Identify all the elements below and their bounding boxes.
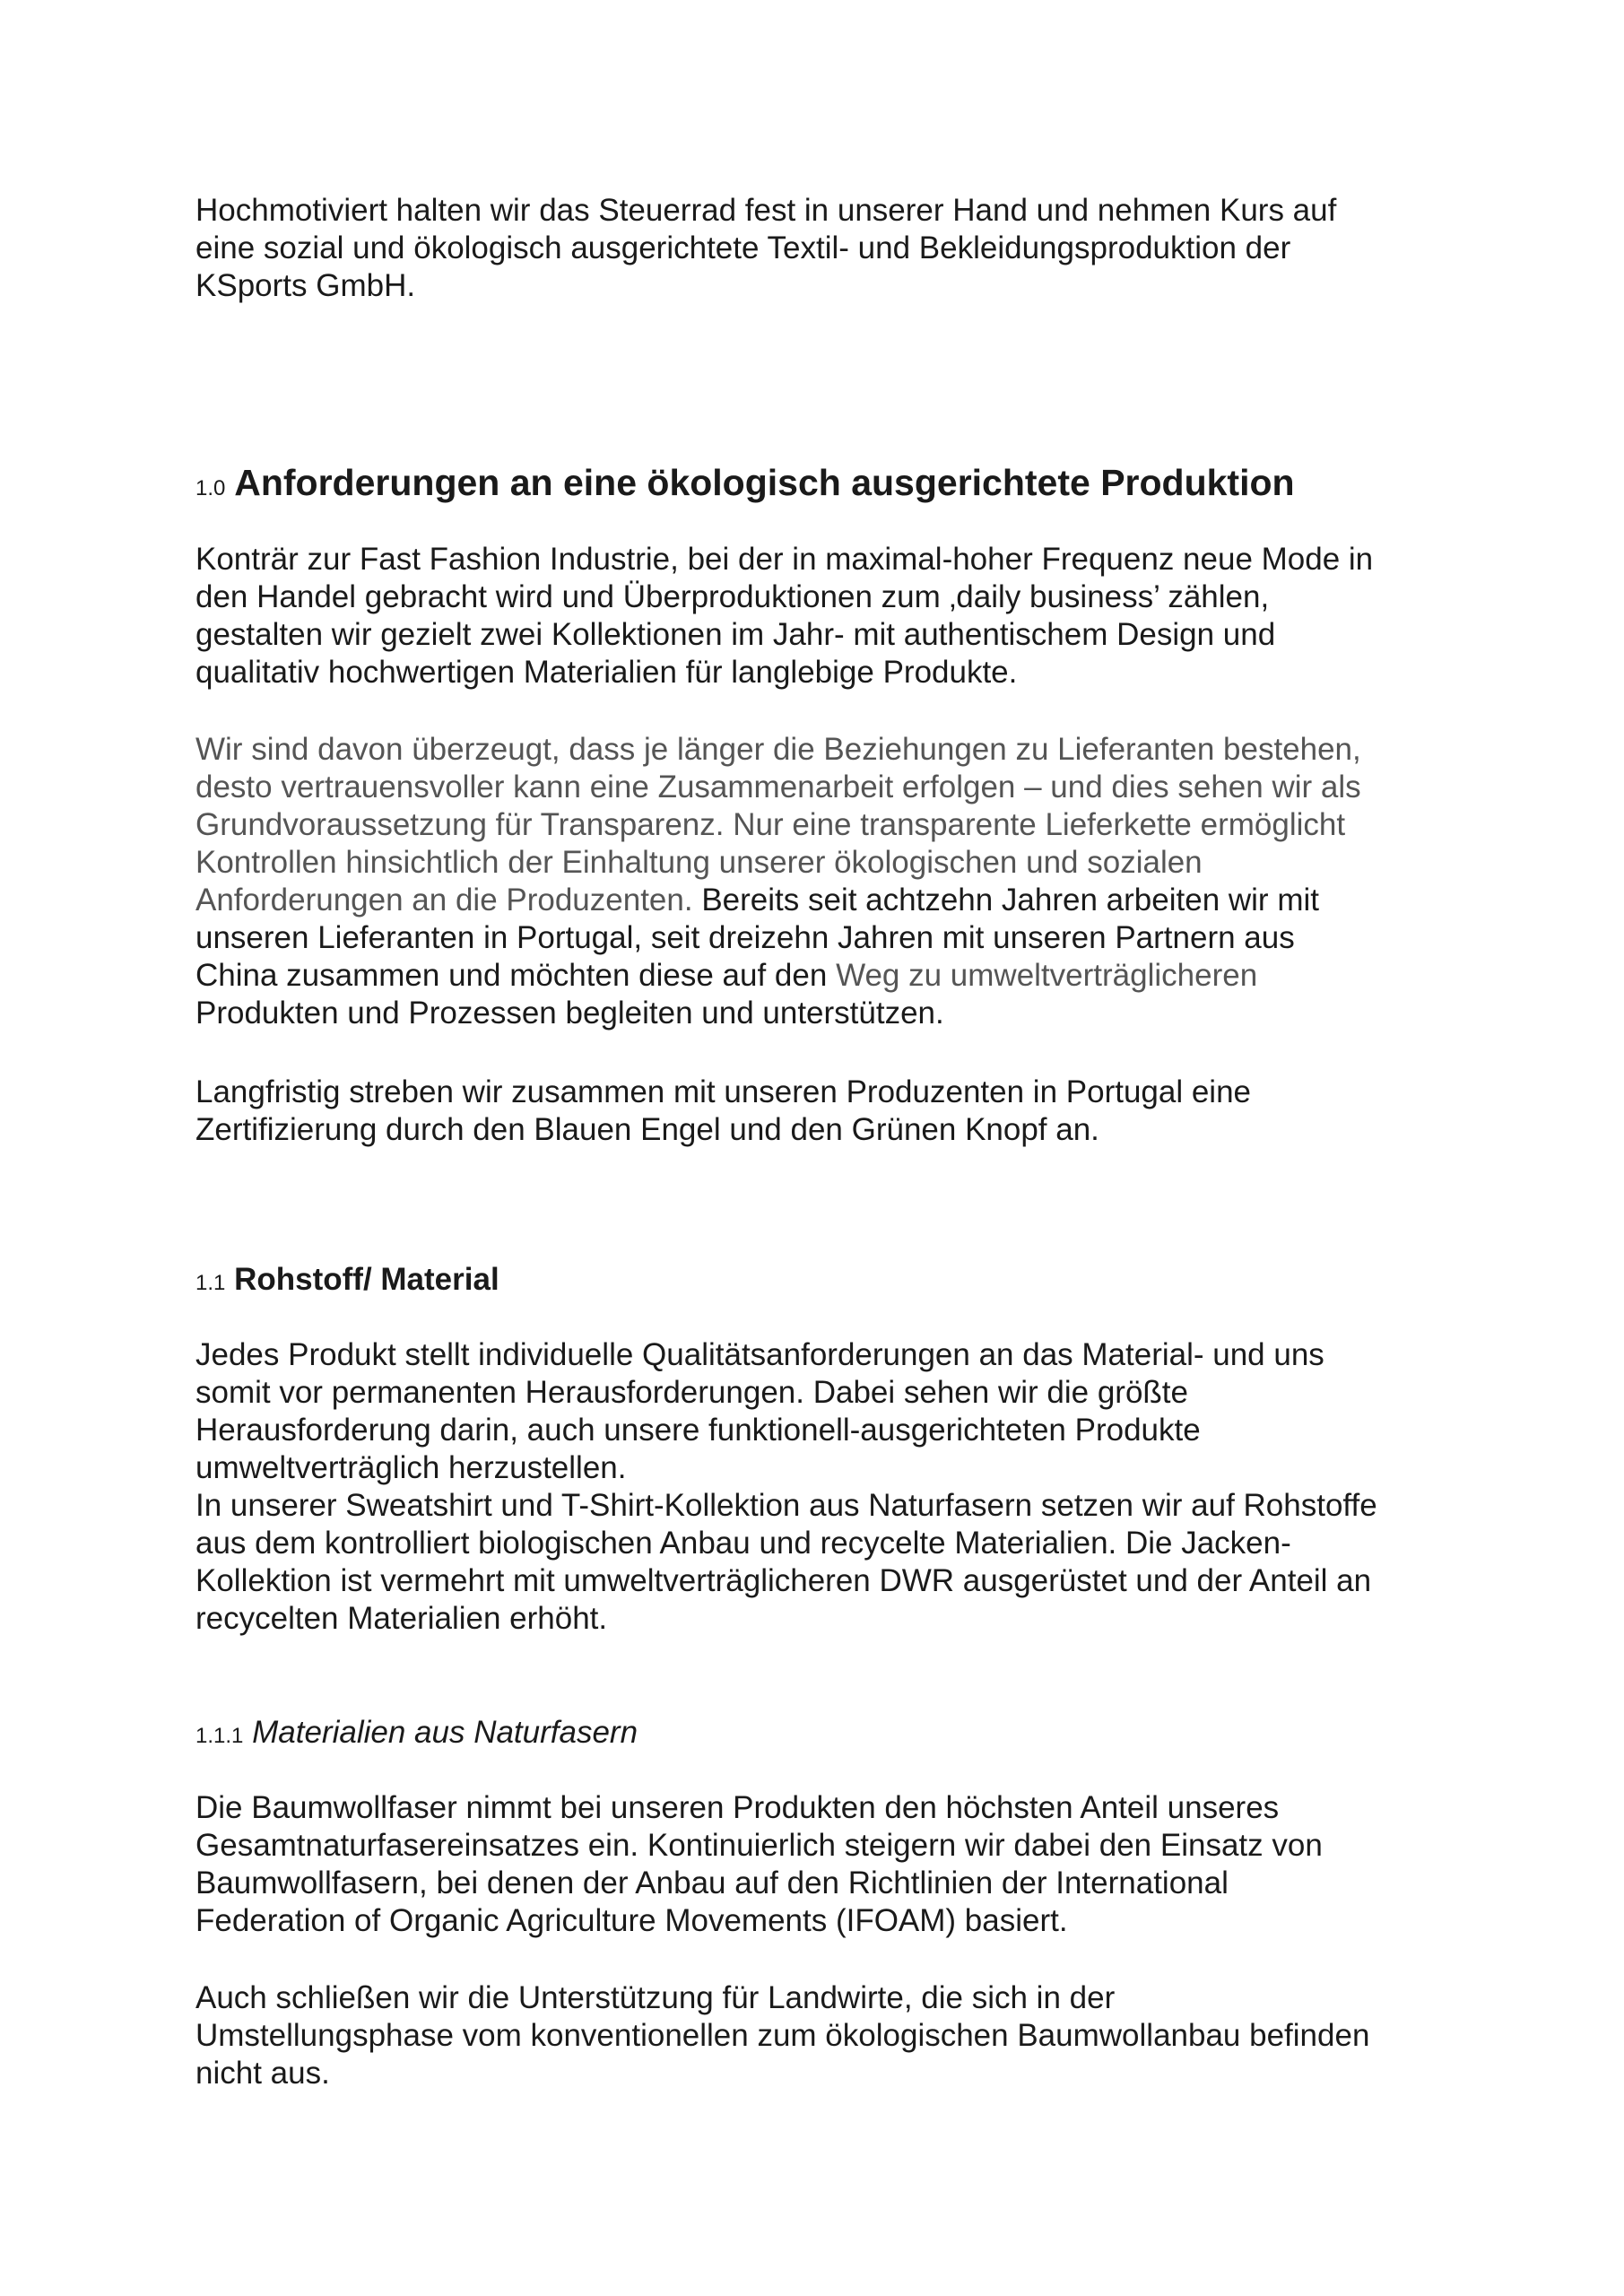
text-line: Auch schließen wir die Unterstützung für Landwirte, die sich in der bbox=[195, 1980, 1116, 2015]
text-line: Zertifizierung durch den Blauen Engel und den Grünen Knopf an. bbox=[195, 1112, 1099, 1147]
section-number: 1.1.1 bbox=[195, 1724, 244, 1748]
text-segment-gray: Weg zu umweltverträglicheren bbox=[836, 958, 1258, 993]
text-line: somit vor permanenten Herausforderungen. Dabei sehen wir die größte bbox=[195, 1375, 1188, 1410]
section-title: Rohstoff/ Material bbox=[234, 1262, 499, 1297]
section-heading-1-0 bbox=[195, 460, 1469, 511]
text-line: Jedes Produkt stellt individuelle Qualitätsanforderungen an das Material- und uns bbox=[195, 1337, 1324, 1372]
text-line: eine sozial und ökologisch ausgerichtete Textil- und Bekleidungsproduktion der bbox=[195, 230, 1291, 265]
paragraph-fast-fashion bbox=[195, 541, 1469, 691]
text-line: Langfristig streben wir zusammen mit unseren Produzenten in Portugal eine bbox=[195, 1074, 1252, 1109]
text-line: Herausforderung darin, auch unsere funktionell-ausgerichteten Produkte bbox=[195, 1413, 1201, 1448]
section-number: 1.0 bbox=[195, 476, 226, 500]
section-heading-1-1-1 bbox=[195, 1714, 1469, 1755]
section-title: Materialien aus Naturfasern bbox=[252, 1715, 638, 1750]
text-line bbox=[195, 882, 1469, 919]
text-line: umweltverträglich herzustellen. bbox=[195, 1450, 627, 1485]
text-line: den Handel gebracht wird und Überproduktionen zum ‚daily business’ zählen, bbox=[195, 579, 1270, 614]
text-line: Produkten und Prozessen begleiten und unterstützen. bbox=[195, 996, 944, 1031]
paragraph-supplier-relations bbox=[195, 731, 1469, 1032]
text-line: Hochmotiviert halten wir das Steuerrad fest in unserer Hand und nehmen Kurs auf bbox=[195, 193, 1337, 228]
text-segment: Bereits seit achtzehn Jahren arbeiten wir mit bbox=[692, 883, 1319, 918]
paragraph-certification bbox=[195, 1074, 1469, 1149]
text-line bbox=[195, 957, 1469, 995]
text-line: gestalten wir gezielt zwei Kollektionen im Jahr- mit authentischem Design und bbox=[195, 617, 1276, 652]
text-line: aus dem kontrolliert biologischen Anbau und recycelte Materialien. Die Jacken- bbox=[195, 1526, 1291, 1561]
text-line: Konträr zur Fast Fashion Industrie, bei der in maximal-hoher Frequenz neue Mode in bbox=[195, 542, 1374, 577]
text-line: qualitativ hochwertigen Materialien für langlebige Produkte. bbox=[195, 655, 1018, 690]
paragraph-cotton bbox=[195, 1789, 1469, 1940]
text-line: Gesamtnaturfasereinsatzes ein. Kontinuierlich steigern wir dabei den Einsatz von bbox=[195, 1828, 1323, 1863]
text-line: KSports GmbH. bbox=[195, 268, 416, 303]
text-line: Umstellungsphase vom konventionellen zum ökologischen Baumwollanbau befinden bbox=[195, 2018, 1370, 2053]
text-line: Kontrollen hinsichtlich der Einhaltung unserer ökologischen und sozialen bbox=[195, 845, 1203, 880]
text-segment-gray: Anforderungen an die Produzenten. bbox=[195, 883, 693, 918]
text-line: Kollektion ist vermehrt mit umweltverträglicheren DWR ausgerüstet und der Anteil an bbox=[195, 1563, 1372, 1598]
text-line: Baumwollfasern, bei denen der Anbau auf den Richtlinien der International bbox=[195, 1866, 1229, 1900]
paragraph-farmers bbox=[195, 1979, 1469, 2092]
text-line: desto vertrauensvoller kann eine Zusammenarbeit erfolgen – und dies sehen wir als bbox=[195, 770, 1361, 804]
paragraph-material bbox=[195, 1336, 1469, 1638]
text-line: recycelten Materialien erhöht. bbox=[195, 1601, 608, 1636]
text-segment: China zusammen und möchten diese auf den bbox=[195, 958, 837, 993]
text-line: Wir sind davon überzeugt, dass je länger die Beziehungen zu Lieferanten bestehen, bbox=[195, 732, 1361, 767]
text-line: unseren Lieferanten in Portugal, seit dreizehn Jahren mit unseren Partnern aus bbox=[195, 920, 1295, 955]
text-line: Federation of Organic Agriculture Movements (IFOAM) basiert. bbox=[195, 1903, 1068, 1938]
section-heading-1-1 bbox=[195, 1261, 1469, 1302]
text-line: nicht aus. bbox=[195, 2056, 330, 2091]
text-line: In unserer Sweatshirt und T-Shirt-Kollektion aus Naturfasern setzen wir auf Rohstoffe bbox=[195, 1488, 1377, 1523]
section-number: 1.1 bbox=[195, 1271, 226, 1295]
intro-paragraph bbox=[195, 192, 1469, 305]
text-line: Die Baumwollfaser nimmt bei unseren Produkten den höchsten Anteil unseres bbox=[195, 1790, 1280, 1825]
section-title: Anforderungen an eine ökologisch ausgerichtete Produktion bbox=[234, 462, 1295, 503]
text-line: Grundvoraussetzung für Transparenz. Nur eine transparente Lieferkette ermöglicht bbox=[195, 807, 1346, 842]
